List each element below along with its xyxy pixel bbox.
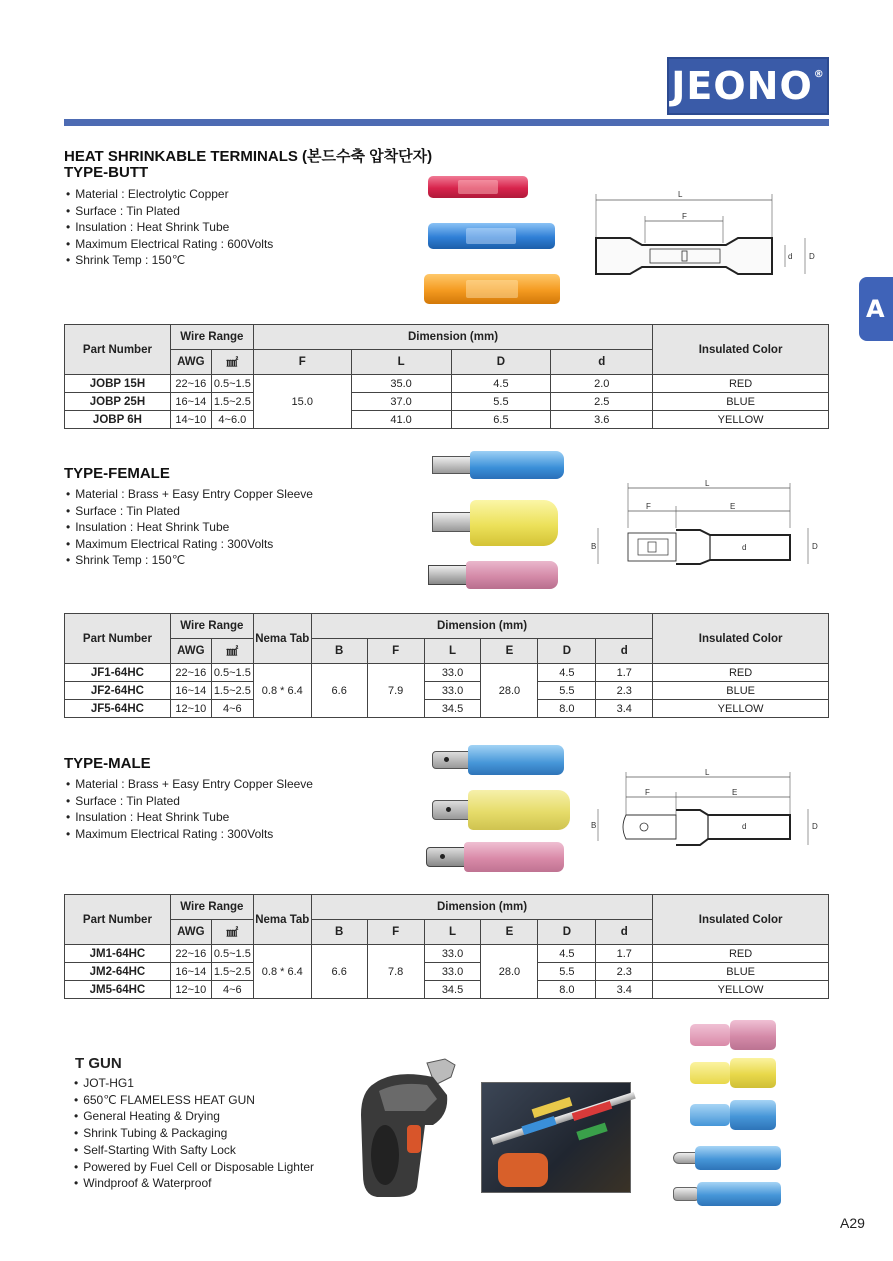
col-header-awg: AWG [170, 639, 211, 664]
table-row [65, 963, 829, 981]
dim-label-D: D [812, 822, 818, 831]
list-item: • Shrink Temp : 150℃ [66, 252, 273, 269]
col-header-color: Insulated Color [653, 614, 829, 664]
list-item: • Maximum Electrical Rating : 300Volts [66, 826, 313, 843]
part-number: JM2-64HC [65, 963, 171, 981]
butt-spec-list [66, 186, 273, 269]
list-item: • Self-Starting With Safty Lock [74, 1142, 314, 1159]
table-row [65, 664, 829, 682]
list-item: • General Heating & Drying [74, 1108, 314, 1125]
d-cell: 2.3 [596, 682, 653, 700]
col-header-F: F [253, 350, 351, 375]
F-cell: 15.0 [253, 375, 351, 429]
d-cell: 3.4 [596, 700, 653, 718]
awg-cell: 12~10 [170, 981, 211, 999]
male-dimension-drawing [590, 767, 830, 867]
col-header-awg: AWG [170, 920, 211, 945]
table-row [65, 375, 829, 393]
male-spec-table [64, 894, 829, 999]
L-cell: 34.5 [424, 700, 481, 718]
col-header-d: d [596, 920, 653, 945]
col-header-color: Insulated Color [653, 325, 829, 375]
awg-cell: 14~10 [170, 411, 211, 429]
awg-cell: 22~16 [170, 945, 211, 963]
female-spec-list [66, 486, 313, 569]
mm2-cell: 4~6 [211, 981, 253, 999]
col-header-D: D [538, 639, 596, 664]
dim-label-F: F [646, 502, 651, 511]
mm2-cell: 4~6.0 [211, 411, 253, 429]
mm2-cell: 0.5~1.5 [211, 664, 253, 682]
col-header-part: Part Number [65, 895, 171, 945]
bullet-female-blue-photo [673, 1182, 781, 1206]
dim-label-E: E [730, 502, 736, 511]
female-pink-photo [428, 561, 558, 589]
male-pink-photo [426, 842, 564, 872]
female-dimension-drawing [590, 478, 830, 578]
list-item: • Powered by Fuel Cell or Disposable Lighter [74, 1159, 314, 1176]
col-header-color: Insulated Color [653, 895, 829, 945]
dim-label-d: d [742, 822, 747, 831]
dim-label-F: F [645, 788, 650, 797]
mm2-cell: 1.5~2.5 [211, 393, 253, 411]
bullet-terminal-blue-photo [673, 1146, 781, 1170]
d-cell: 3.4 [596, 981, 653, 999]
list-item: • Shrink Temp : 150℃ [66, 552, 313, 569]
dim-label-B: B [591, 821, 597, 830]
L-cell: 37.0 [351, 393, 451, 411]
col-header-mm2: ㎟ [211, 920, 253, 945]
col-header-dimension: Dimension (mm) [253, 325, 652, 350]
butt-dimension-drawing [590, 188, 830, 288]
part-number: JF5-64HC [65, 700, 171, 718]
awg-cell: 22~16 [170, 664, 211, 682]
mm2-cell: 4~6 [211, 700, 253, 718]
list-item: • Shrink Tubing & Packaging [74, 1125, 314, 1142]
dim-label-F: F [682, 212, 687, 221]
col-header-wire: Wire Range [170, 614, 253, 639]
awg-cell: 16~14 [170, 963, 211, 981]
col-header-E: E [481, 920, 538, 945]
list-item: • JOT-HG1 [74, 1075, 314, 1092]
col-header-L: L [424, 639, 481, 664]
table-row [65, 945, 829, 963]
awg-cell: 22~16 [170, 375, 211, 393]
nema-cell: 0.8 * 6.4 [253, 664, 311, 718]
application-photo [481, 1082, 631, 1193]
color-cell: BLUE [653, 963, 829, 981]
col-header-dimension: Dimension (mm) [311, 895, 652, 920]
color-cell: YELLOW [653, 700, 829, 718]
female-spec-table [64, 613, 829, 718]
mm2-cell: 0.5~1.5 [211, 945, 253, 963]
mm2-cell: 1.5~2.5 [211, 963, 253, 981]
list-item: • Material : Brass + Easy Entry Copper Sleeve [66, 776, 313, 793]
section-title-butt: TYPE-BUTT [64, 164, 149, 181]
B-cell: 6.6 [311, 664, 367, 718]
color-cell: RED [653, 945, 829, 963]
table-row [65, 981, 829, 999]
d-cell: 1.7 [596, 664, 653, 682]
dim-label-d: d [742, 543, 747, 552]
list-item: • Surface : Tin Plated [66, 793, 313, 810]
list-item: • Surface : Tin Plated [66, 203, 273, 220]
B-cell: 6.6 [311, 945, 367, 999]
brand-logo: JEONO ® [667, 57, 829, 115]
L-cell: 33.0 [424, 664, 481, 682]
col-header-d: d [596, 639, 653, 664]
butt-spec-table [64, 324, 829, 429]
female-yellow-photo [432, 500, 558, 546]
list-item: • Maximum Electrical Rating : 600Volts [66, 236, 273, 253]
gun-spec-list [74, 1075, 314, 1192]
d-cell: 3.6 [551, 411, 653, 429]
list-item: • Material : Electrolytic Copper [66, 186, 273, 203]
col-header-wire: Wire Range [170, 325, 253, 350]
L-cell: 35.0 [351, 375, 451, 393]
dim-label-D: D [812, 542, 818, 551]
dim-label-L: L [678, 190, 683, 199]
male-yellow-photo [432, 790, 570, 830]
color-cell: RED [653, 664, 829, 682]
part-number: JOBP 25H [65, 393, 171, 411]
col-header-L: L [424, 920, 481, 945]
D-cell: 6.5 [451, 411, 551, 429]
col-header-part: Part Number [65, 614, 171, 664]
E-cell: 28.0 [481, 664, 538, 718]
page-number: A29 [840, 1215, 865, 1231]
table-row [65, 393, 829, 411]
D-cell: 4.5 [451, 375, 551, 393]
table-row [65, 411, 829, 429]
d-cell: 1.7 [596, 945, 653, 963]
dim-label-B: B [591, 542, 597, 551]
dim-label-L: L [705, 768, 710, 777]
list-item: • Insulation : Heat Shrink Tube [66, 219, 273, 236]
col-header-F: F [367, 920, 424, 945]
color-cell: YELLOW [653, 411, 829, 429]
section-title-male: TYPE-MALE [64, 755, 151, 772]
color-cell: BLUE [653, 682, 829, 700]
part-number: JM5-64HC [65, 981, 171, 999]
D-cell: 4.5 [538, 945, 596, 963]
L-cell: 41.0 [351, 411, 451, 429]
L-cell: 33.0 [424, 945, 481, 963]
nema-cell: 0.8 * 6.4 [253, 945, 311, 999]
D-cell: 5.5 [451, 393, 551, 411]
col-header-B: B [311, 639, 367, 664]
col-header-D: D [538, 920, 596, 945]
part-number: JF2-64HC [65, 682, 171, 700]
awg-cell: 12~10 [170, 700, 211, 718]
col-header-awg: AWG [170, 350, 211, 375]
col-header-part: Part Number [65, 325, 171, 375]
col-header-dimension: Dimension (mm) [311, 614, 652, 639]
d-cell: 2.5 [551, 393, 653, 411]
mm2-cell: 1.5~2.5 [211, 682, 253, 700]
col-header-wire: Wire Range [170, 895, 253, 920]
list-item: • Insulation : Heat Shrink Tube [66, 519, 313, 536]
L-cell: 34.5 [424, 981, 481, 999]
list-item: • Surface : Tin Plated [66, 503, 313, 520]
part-number: JM1-64HC [65, 945, 171, 963]
col-header-mm2: ㎟ [211, 350, 253, 375]
D-cell: 4.5 [538, 664, 596, 682]
col-header-D: D [451, 350, 551, 375]
table-row [65, 682, 829, 700]
L-cell: 33.0 [424, 963, 481, 981]
D-cell: 8.0 [538, 700, 596, 718]
list-item: • Maximum Electrical Rating : 300Volts [66, 536, 313, 553]
butt-red-photo [428, 176, 528, 198]
list-item: • Insulation : Heat Shrink Tube [66, 809, 313, 826]
terminal-pink-photo [690, 1020, 776, 1050]
col-header-L: L [351, 350, 451, 375]
col-header-mm2: ㎟ [211, 639, 253, 664]
col-header-nema: Nema Tab [253, 895, 311, 945]
butt-yellow-photo [424, 274, 560, 304]
part-number: JOBP 6H [65, 411, 171, 429]
color-cell: YELLOW [653, 981, 829, 999]
color-cell: RED [653, 375, 829, 393]
terminal-yellow-photo [690, 1058, 776, 1088]
D-cell: 5.5 [538, 963, 596, 981]
dim-label-E: E [732, 788, 738, 797]
dim-label-D: D [809, 252, 815, 261]
section-title-gun: T GUN [75, 1055, 122, 1072]
awg-cell: 16~14 [170, 682, 211, 700]
terminal-blue-photo [690, 1100, 776, 1130]
awg-cell: 16~14 [170, 393, 211, 411]
page-title: HEAT SHRINKABLE TERMINALS (본드수축 압착단자) [64, 148, 433, 165]
col-header-B: B [311, 920, 367, 945]
section-tab[interactable]: A [859, 277, 893, 341]
col-header-d: d [551, 350, 653, 375]
heat-gun-photo [355, 1055, 465, 1205]
part-number: JOBP 15H [65, 375, 171, 393]
section-title-female: TYPE-FEMALE [64, 465, 170, 482]
E-cell: 28.0 [481, 945, 538, 999]
col-header-nema: Nema Tab [253, 614, 311, 664]
female-blue-photo [432, 451, 564, 479]
col-header-F: F [367, 639, 424, 664]
color-cell: BLUE [653, 393, 829, 411]
D-cell: 8.0 [538, 981, 596, 999]
list-item: • 650℃ FLAMELESS HEAT GUN [74, 1092, 314, 1109]
butt-blue-photo [428, 223, 555, 249]
list-item: • Material : Brass + Easy Entry Copper Sleeve [66, 486, 313, 503]
dim-label-L: L [705, 479, 710, 488]
male-blue-photo [432, 745, 564, 775]
list-item: • Windproof & Waterproof [74, 1175, 314, 1192]
d-cell: 2.3 [596, 963, 653, 981]
col-header-E: E [481, 639, 538, 664]
dim-label-d: d [788, 252, 793, 261]
F-cell: 7.8 [367, 945, 424, 999]
header-rule [64, 119, 829, 126]
L-cell: 33.0 [424, 682, 481, 700]
table-row [65, 700, 829, 718]
mm2-cell: 0.5~1.5 [211, 375, 253, 393]
F-cell: 7.9 [367, 664, 424, 718]
part-number: JF1-64HC [65, 664, 171, 682]
male-spec-list [66, 776, 313, 842]
d-cell: 2.0 [551, 375, 653, 393]
D-cell: 5.5 [538, 682, 596, 700]
